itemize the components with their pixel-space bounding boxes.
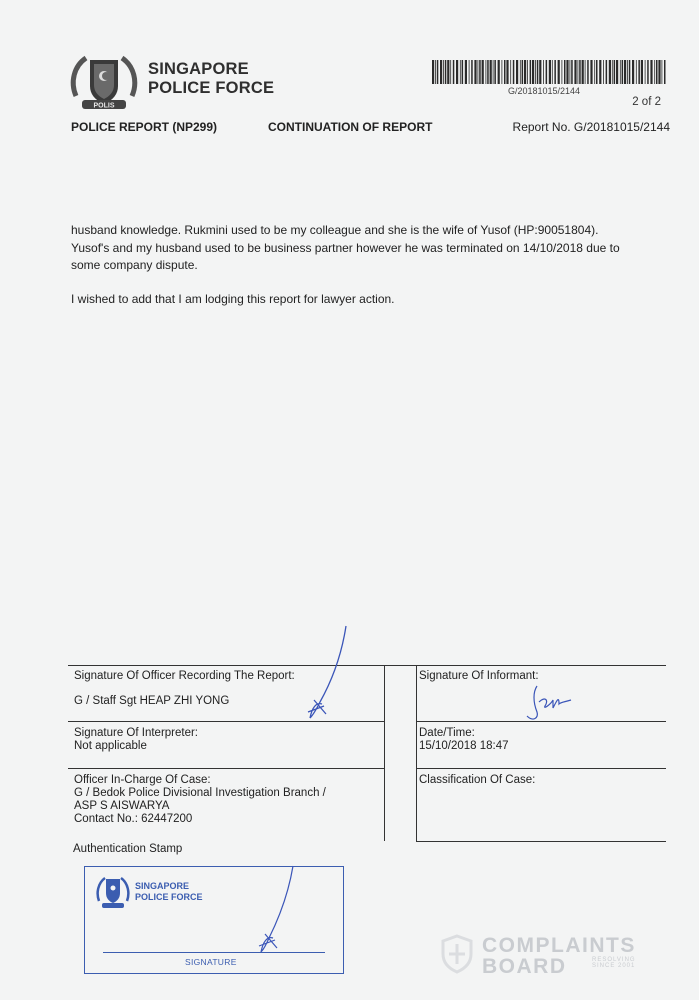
stamp-organization (135, 881, 203, 903)
barcode-bar (606, 60, 608, 84)
barcode-bar (537, 60, 539, 84)
table-divider (416, 841, 666, 842)
barcode-bar (585, 60, 586, 84)
barcode-bar (645, 60, 646, 84)
table-divider (68, 768, 384, 769)
barcode-bar (527, 60, 528, 84)
officer-name: G / Staff Sgt HEAP ZHI YONG (74, 695, 230, 707)
ic-line: G / Bedok Police Divisional Investigation Branch / (74, 787, 326, 799)
stamp-org-line-2: POLICE FORCE (135, 892, 203, 902)
body-line: I wished to add that I am lodging this report for lawyer action. (71, 291, 395, 306)
barcode-bar (493, 60, 494, 84)
watermark-line-1: COMPLAINTS (482, 934, 636, 957)
barcode-bar (490, 60, 492, 84)
org-line-1: SINGAPORE (148, 60, 249, 78)
table-divider (384, 665, 385, 841)
police-crest-icon (68, 52, 140, 114)
barcode-bar (524, 60, 526, 84)
interpreter-value: Not applicable (74, 740, 147, 752)
barcode-bar (662, 60, 663, 84)
barcode-bar (609, 60, 611, 84)
table-divider (416, 665, 417, 841)
signature-table (68, 665, 666, 843)
barcode-bar (578, 60, 579, 84)
barcode-bar (594, 60, 595, 84)
barcode-bar (502, 60, 503, 84)
barcode-bar (478, 60, 479, 84)
ic-line: ASP S AISWARYA (74, 800, 170, 812)
officer-signature (290, 622, 360, 722)
barcode-bar (590, 60, 592, 84)
barcode-bar (450, 60, 451, 84)
barcode-bar (650, 60, 652, 84)
barcode-bar (532, 60, 534, 84)
barcode-bar (658, 60, 660, 84)
informant-signature-label: Signature Of Informant: (419, 670, 539, 682)
barcode-bar (530, 60, 532, 84)
body-line: some company dispute. (71, 258, 198, 272)
barcode-bar (504, 60, 506, 84)
watermark-tagline-2: SINCE 2001 (592, 963, 636, 969)
authentication-stamp (84, 866, 344, 974)
body-line: husband knowledge. Rukmini used to be my colleague and she is the wife of Yusof (HP:90051804). (71, 223, 599, 237)
barcode-bar (616, 60, 618, 84)
barcode-bar (570, 60, 571, 84)
complaints-board-shield-icon (440, 934, 474, 974)
barcode-bar (587, 60, 589, 84)
stamp-org-line-1: SINGAPORE (135, 881, 190, 891)
barcode-bar (566, 60, 568, 84)
report-number: Report No. G/20181015/2144 (512, 120, 670, 134)
barcode-bar (435, 60, 436, 84)
barcode-bar (571, 60, 573, 84)
form-title: POLICE REPORT (NP299) (71, 120, 218, 134)
barcode-bar (596, 60, 598, 84)
barcode-bar (562, 60, 563, 84)
barcode-bar (516, 60, 518, 84)
barcode-bar (546, 60, 548, 84)
watermark-title (482, 935, 636, 977)
barcode-bar (638, 60, 640, 84)
barcode-bar (552, 60, 553, 84)
barcode-bar (437, 60, 439, 84)
barcode-bar (513, 60, 515, 84)
barcode-bar (498, 60, 500, 84)
report-body (71, 222, 671, 308)
barcode-bar (432, 60, 434, 84)
barcode-bar (506, 60, 508, 84)
organization-name (148, 60, 274, 98)
barcode-bar (539, 60, 541, 84)
table-border (68, 665, 666, 666)
barcode-bar (471, 60, 473, 84)
barcode-bar (620, 60, 621, 84)
barcode-bar (487, 60, 489, 84)
informant-signature (515, 682, 575, 727)
stamp-signature (245, 862, 305, 957)
barcode-bar (535, 60, 536, 84)
crest-label: POLIS (93, 102, 115, 110)
body-line: Yusof's and my husband used to be business partner however he was terminated on 14/10/2018 due to (71, 240, 620, 255)
barcode-bar (636, 60, 637, 84)
classification-label: Classification Of Case: (419, 774, 536, 786)
barcode-bar (469, 60, 470, 84)
barcode (432, 60, 667, 84)
barcode-bar (558, 60, 560, 84)
barcode-bar (520, 60, 521, 84)
barcode-bar (460, 60, 461, 84)
org-line-2: POLICE FORCE (148, 79, 275, 97)
stamp-signature-label: SIGNATURE (185, 957, 237, 967)
barcode-bar (614, 60, 616, 84)
barcode-bar (582, 60, 584, 84)
barcode-text: G/20181015/2144 (508, 86, 581, 96)
barcode-bar (564, 60, 566, 84)
barcode-bar (482, 60, 484, 84)
barcode-bar (494, 60, 496, 84)
barcode-bar (656, 60, 658, 84)
barcode-bar (664, 60, 666, 84)
ic-label: Officer In-Charge Of Case: (74, 774, 211, 786)
barcode-bar (443, 60, 444, 84)
datetime-label: Date/Time: (419, 727, 475, 739)
ic-contact: Contact No.: 62447200 (74, 813, 193, 825)
page-number: 2 of 2 (632, 96, 661, 108)
table-divider (416, 768, 666, 769)
barcode-bar (440, 60, 442, 84)
interpreter-label: Signature Of Interpreter: (74, 727, 199, 739)
barcode-bar (629, 60, 631, 84)
watermark-line-2: BOARD (482, 955, 567, 978)
stamp-crest-icon (95, 875, 131, 909)
authentication-stamp-label: Authentication Stamp (73, 843, 183, 855)
barcode-bar (603, 60, 604, 84)
barcode-bar (510, 60, 511, 84)
barcode-bar (453, 60, 455, 84)
barcode-bar (647, 60, 649, 84)
watermark-tagline-1: RESOLVING (592, 957, 636, 963)
barcode-bar (479, 60, 481, 84)
barcode-bar (445, 60, 447, 84)
datetime-value: 15/10/2018 18:47 (419, 740, 509, 752)
barcode-bar (447, 60, 449, 84)
barcode-bar (549, 60, 551, 84)
barcode-bar (465, 60, 467, 84)
barcode-bar (599, 60, 601, 84)
section-title: CONTINUATION OF REPORT (268, 120, 433, 134)
barcode-bar (641, 60, 643, 84)
barcode-bar (627, 60, 628, 84)
barcode-bar (632, 60, 634, 84)
barcode-bar (624, 60, 626, 84)
officer-signature-label: Signature Of Officer Recording The Report: (74, 670, 295, 682)
barcode-bar (654, 60, 655, 84)
barcode-bar (486, 60, 487, 84)
barcode-bar (554, 60, 556, 84)
barcode-bar (543, 60, 544, 84)
barcode-bar (574, 60, 576, 84)
barcode-bar (522, 60, 524, 84)
barcode-bar (456, 60, 458, 84)
barcode-bar (474, 60, 476, 84)
barcode-bar (579, 60, 581, 84)
barcode-bar (462, 60, 464, 84)
watermark-tagline (592, 957, 636, 969)
barcode-bar (612, 60, 613, 84)
barcode-bar (622, 60, 624, 84)
